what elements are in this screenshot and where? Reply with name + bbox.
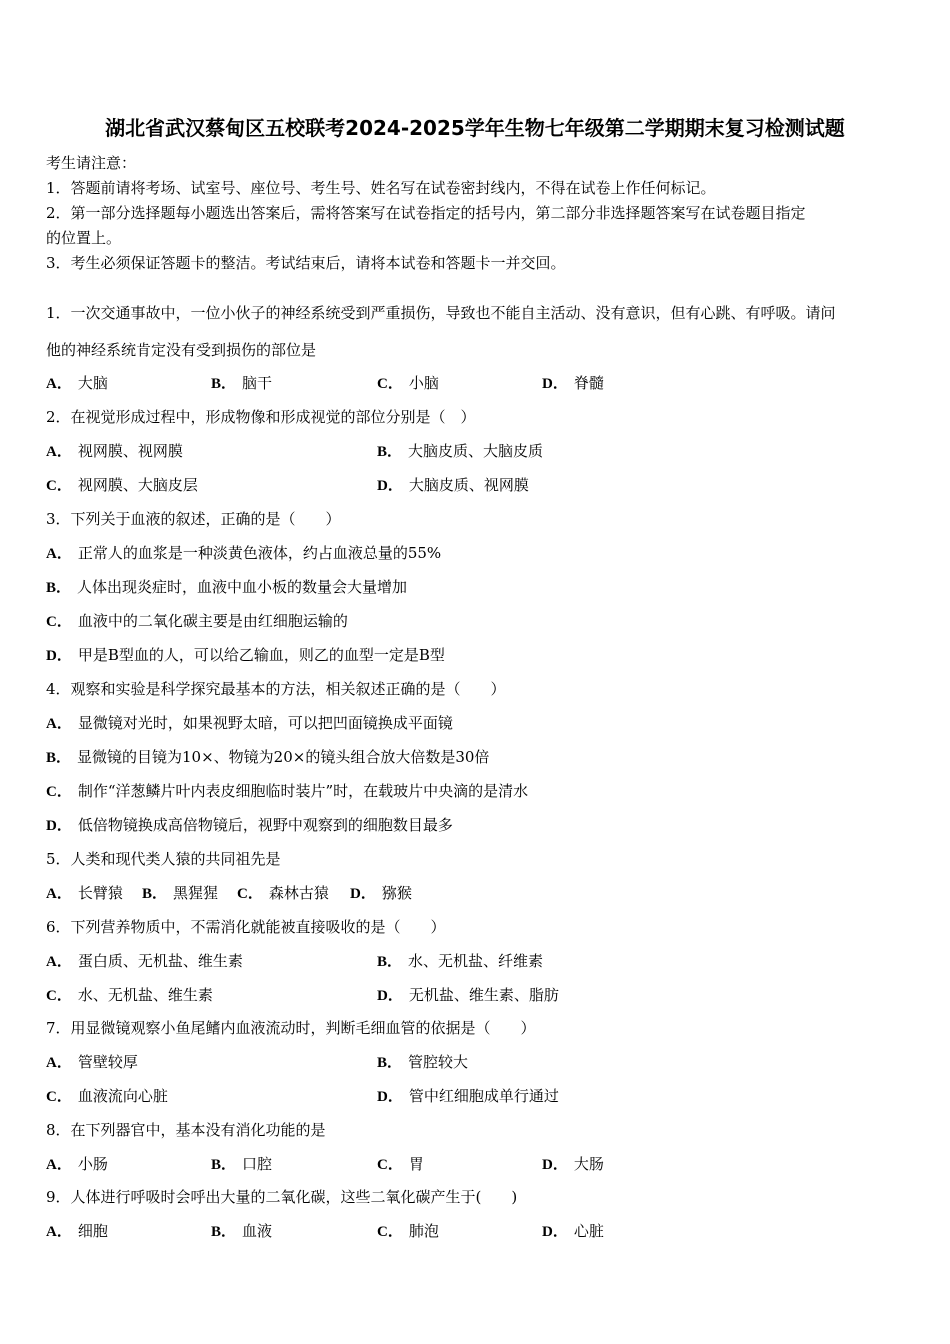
option-b: B． 脑干 — [211, 374, 273, 392]
option-d: D． 大肠 — [542, 1155, 604, 1173]
option-b: B． 黑猩猩 — [142, 884, 219, 902]
option-b: B． 水、无机盐、纤维素 — [377, 952, 544, 970]
notice-item: 2．第一部分选择题每小题选出答案后，需将答案写在试卷指定的括号内，第二部分非选择题答案写在试卷题目指定 — [46, 204, 806, 222]
notice-item: 3．考生必须保证答题卡的整洁。考试结束后，请将本试卷和答题卡一并交回。 — [46, 254, 566, 272]
option-a: A． 细胞 — [46, 1222, 108, 1240]
exam-title: 湖北省武汉蔡甸区五校联考2024-2025学年生物七年级第二学期期末复习检测试题 — [105, 116, 845, 140]
option-d: D． 猕猴 — [350, 884, 412, 902]
question-stem-4: 4．观察和实验是科学探究最基本的方法，相关叙述正确的是（ ） — [46, 680, 506, 698]
option-c: C． 制作“洋葱鳞片叶内表皮细胞临时装片”时，在载玻片中央滴的是清水 — [46, 782, 529, 800]
notice-item: 1．答题前请将考场、试室号、座位号、考生号、姓名写在试卷密封线内，不得在试卷上作任何标记。 — [46, 179, 716, 197]
option-b: B． 人体出现炎症时，血液中血小板的数量会大量增加 — [46, 578, 408, 596]
question-stem-1: 1．一次交通事故中，一位小伙子的神经系统受到严重损伤，导致也不能自主活动、没有意识，但有心跳、有呼吸。请问 — [46, 304, 836, 322]
option-c: C． 胃 — [377, 1155, 424, 1173]
question-stem-5: 5．人类和现代类人猿的共同祖先是 — [46, 850, 281, 868]
option-c: C． 森林古猿 — [237, 884, 329, 902]
option-c: C． 水、无机盐、维生素 — [46, 986, 213, 1004]
option-b: B． 显微镜的目镜为10×、物镜为20×的镜头组合放大倍数是30倍 — [46, 748, 490, 766]
option-a: A． 显微镜对光时，如果视野太暗，可以把凹面镜换成平面镜 — [46, 714, 453, 732]
option-d: D． 心脏 — [542, 1222, 604, 1240]
option-a: A． 正常人的血浆是一种淡黄色液体，约占血液总量的55% — [46, 544, 442, 562]
option-d: D． 大脑皮质、视网膜 — [377, 476, 529, 494]
question-stem-6: 6．下列营养物质中，不需消化就能被直接吸收的是（ ） — [46, 918, 446, 936]
option-d: D． 脊髓 — [542, 374, 604, 392]
option-a: A． 管壁较厚 — [46, 1053, 138, 1071]
option-c: C． 血液流向心脏 — [46, 1087, 168, 1105]
option-d: D． 无机盐、维生素、脂肪 — [377, 986, 559, 1004]
question-stem-1: 他的神经系统肯定没有受到损伤的部位是 — [46, 341, 317, 359]
option-a: A． 长臂猿 — [46, 884, 123, 902]
option-a: A． 蛋白质、无机盐、维生素 — [46, 952, 243, 970]
option-b: B． 管腔较大 — [377, 1053, 469, 1071]
option-c: C． 视网膜、大脑皮层 — [46, 476, 198, 494]
option-d: D． 管中红细胞成单行通过 — [377, 1087, 559, 1105]
option-d: D． 低倍物镜换成高倍物镜后，视野中观察到的细胞数目最多 — [46, 816, 453, 834]
question-stem-3: 3．下列关于血液的叙述，正确的是（ ） — [46, 510, 341, 528]
option-b: B． 血液 — [211, 1222, 273, 1240]
option-b: B． 口腔 — [211, 1155, 273, 1173]
option-a: A． 视网膜、视网膜 — [46, 442, 183, 460]
option-c: C． 血液中的二氧化碳主要是由红细胞运输的 — [46, 612, 348, 630]
option-c: C． 肺泡 — [377, 1222, 439, 1240]
question-stem-9: 9．人体进行呼吸时会呼出大量的二氧化碳，这些二氧化碳产生于( ) — [46, 1188, 518, 1206]
question-stem-2: 2．在视觉形成过程中，形成物像和形成视觉的部位分别是（ ） — [46, 408, 476, 426]
question-stem-7: 7．用显微镜观察小鱼尾鳍内血液流动时，判断毛细血管的依据是（ ） — [46, 1019, 536, 1037]
option-c: C． 小脑 — [377, 374, 439, 392]
notice-heading: 考生请注意： — [46, 154, 137, 172]
question-stem-8: 8．在下列器官中，基本没有消化功能的是 — [46, 1121, 326, 1139]
option-a: A． 小肠 — [46, 1155, 108, 1173]
option-b: B． 大脑皮质、大脑皮质 — [377, 442, 544, 460]
notice-item: 的位置上。 — [46, 229, 122, 247]
option-d: D． 甲是B型血的人，可以给乙输血，则乙的血型一定是B型 — [46, 646, 445, 664]
option-a: A． 大脑 — [46, 374, 108, 392]
